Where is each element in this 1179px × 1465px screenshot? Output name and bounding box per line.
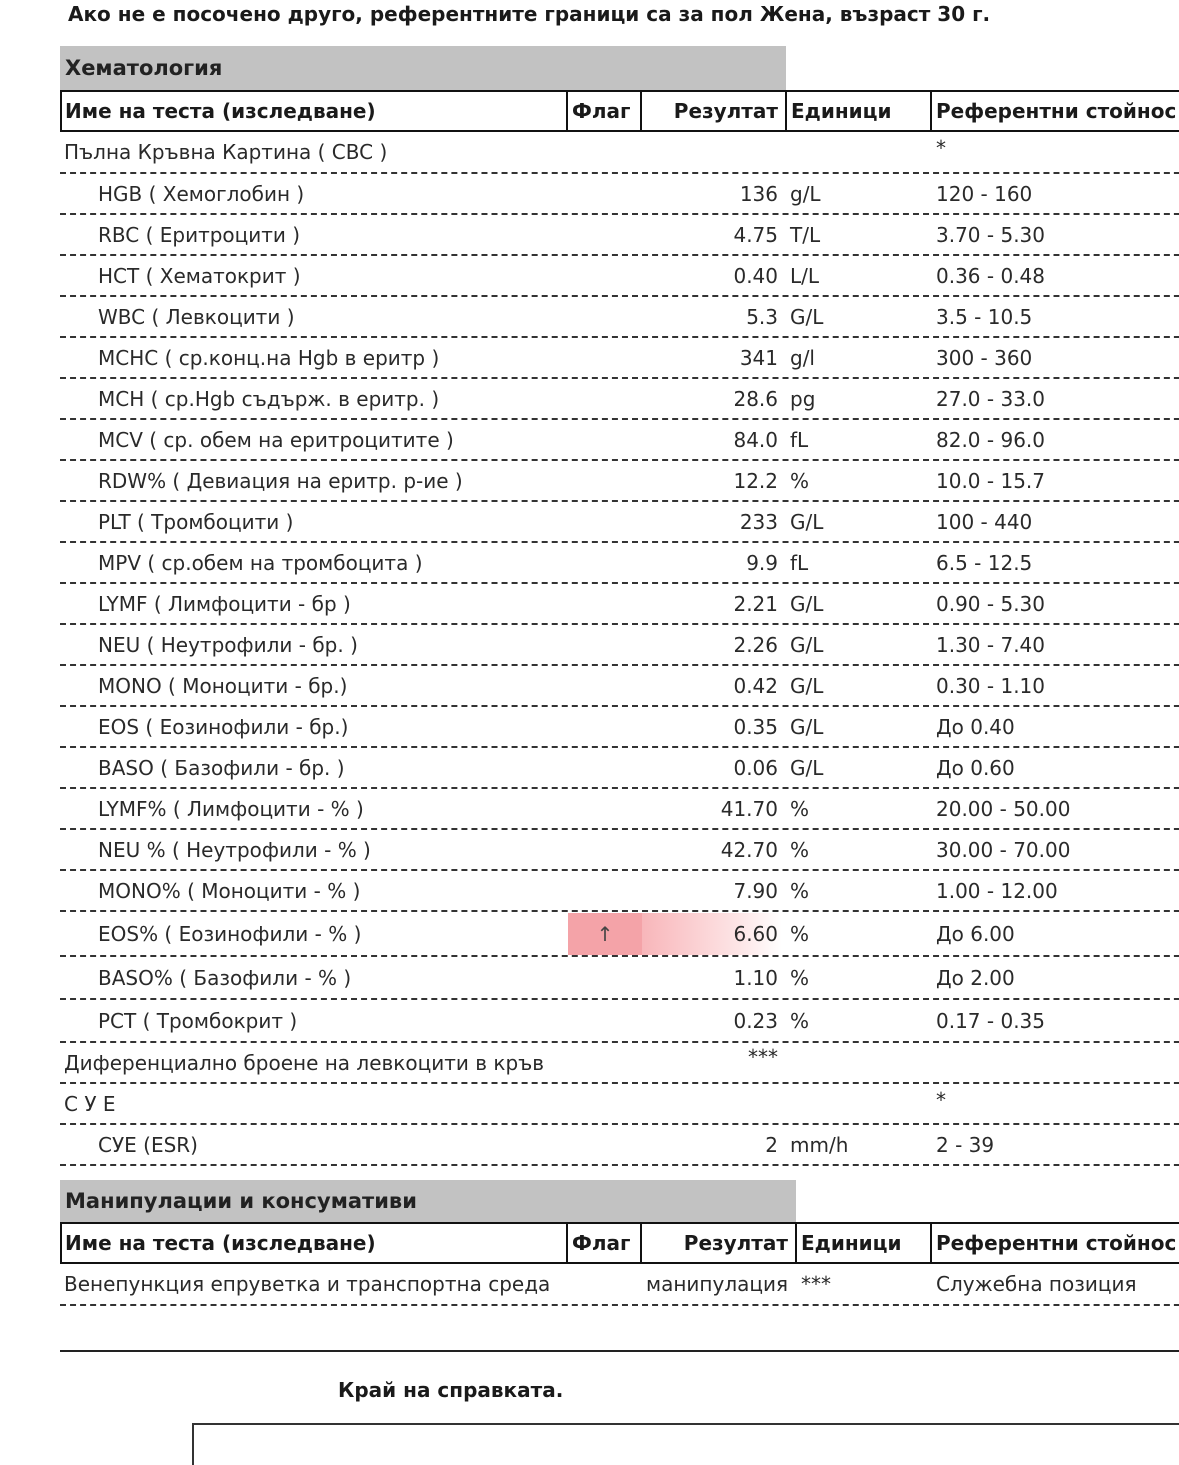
section-title-manipulations (60, 1180, 796, 1222)
reference-cell: 0.17 - 0.35 (936, 1008, 1045, 1033)
reference-cell: 30.00 - 70.00 (936, 837, 1071, 862)
col-header-name: Име на теста (изследване) (65, 1231, 376, 1255)
table-row (60, 297, 1179, 338)
test-name: NEU ( Неутрофили - бр. ) (98, 632, 358, 657)
result-cell: 42.70 (720, 837, 778, 862)
units-cell: g/l (790, 345, 815, 370)
table-row (60, 461, 1179, 502)
table-row (60, 420, 1179, 461)
table-row (60, 174, 1179, 215)
reference-cell: 82.0 - 96.0 (936, 427, 1045, 452)
signature-box (192, 1423, 1179, 1465)
result-cell: 0.35 (733, 714, 778, 739)
test-name: HCT ( Хематокрит ) (98, 263, 301, 288)
test-name: WBC ( Левкоцити ) (98, 304, 295, 329)
table-row (60, 1264, 1179, 1306)
table-row (60, 830, 1179, 871)
result-cell: 0.06 (733, 755, 778, 780)
units-cell: fL (790, 550, 809, 575)
test-name: RDW% ( Девиация на еритр. р-ие ) (98, 468, 463, 493)
reference-cell: 6.5 - 12.5 (936, 550, 1033, 575)
end-of-report: Край на справката. (338, 1378, 564, 1402)
test-name: NEU % ( Неутрофили - % ) (98, 837, 371, 862)
result-cell (580, 132, 778, 172)
result-cell: 9.9 (746, 550, 778, 575)
units-cell: % (790, 921, 810, 946)
reference-cell: 2 - 39 (936, 1132, 995, 1157)
reference-cell: * (936, 136, 946, 160)
units-cell: % (790, 878, 810, 903)
test-name: RBC ( Еритроцити ) (98, 222, 301, 247)
table-row (60, 625, 1179, 666)
result-cell: 84.0 (733, 427, 778, 452)
table-header-manipulations (60, 1222, 1179, 1264)
table-row (60, 502, 1179, 543)
reference-cell: Служебна позиция (936, 1272, 1137, 1296)
col-header-flag: Флаг (572, 1231, 631, 1255)
test-name: MCHC ( ср.конц.на Hgb в еритр ) (98, 345, 440, 370)
table-row (60, 215, 1179, 256)
result-cell: 341 (739, 345, 778, 370)
col-header-units: Единици (791, 99, 892, 123)
units-cell: mm/h (790, 1132, 849, 1157)
test-name: MONO% ( Моноцити - % ) (98, 878, 361, 903)
reference-cell: 0.30 - 1.10 (936, 673, 1045, 698)
test-name: СУЕ (ESR) (98, 1132, 198, 1157)
reference-cell: 120 - 160 (936, 181, 1033, 206)
result-cell: *** (748, 1045, 778, 1069)
reference-cell: 10.0 - 15.7 (936, 468, 1045, 493)
reference-cell: До 0.40 (936, 714, 1015, 739)
reference-cell: 300 - 360 (936, 345, 1033, 370)
result-cell: 7.90 (733, 878, 778, 903)
reference-cell: 3.5 - 10.5 (936, 304, 1033, 329)
units-cell: G/L (790, 673, 824, 698)
table-row (60, 379, 1179, 420)
units-cell: G/L (790, 755, 824, 780)
table-header-hematology (60, 90, 1179, 132)
table-row (60, 1043, 1179, 1084)
table-row (60, 1000, 1179, 1043)
units-cell: L/L (790, 263, 820, 288)
result-cell: 12.2 (733, 468, 778, 493)
col-header-result: Резултат (683, 1231, 788, 1255)
table-row (60, 912, 1179, 957)
units-cell: G/L (790, 304, 824, 329)
table-row (60, 1084, 1179, 1125)
table-row (60, 543, 1179, 584)
result-cell: 5.3 (746, 304, 778, 329)
table-row (60, 871, 1179, 912)
result-cell: 2 (765, 1132, 778, 1157)
table-row (60, 789, 1179, 830)
footer-divider (60, 1350, 1179, 1352)
col-header-reference: Референтни стойнос (936, 1231, 1177, 1255)
reference-cell: До 2.00 (936, 965, 1015, 990)
units-cell: % (790, 965, 810, 990)
test-name: MCV ( ср. обем на еритроцитите ) (98, 427, 454, 452)
col-header-flag: Флаг (572, 99, 631, 123)
reference-cell: 20.00 - 50.00 (936, 796, 1071, 821)
test-name: MONO ( Моноцити - бр.) (98, 673, 348, 698)
test-name: PLT ( Тромбоцити ) (98, 509, 294, 534)
reference-cell: 3.70 - 5.30 (936, 222, 1045, 247)
reference-cell: 0.36 - 0.48 (936, 263, 1045, 288)
col-header-name: Име на теста (изследване) (65, 99, 376, 123)
reference-cell: 1.00 - 12.00 (936, 878, 1058, 903)
test-name: EOS% ( Еозинофили - % ) (98, 921, 362, 946)
units-cell: G/L (790, 509, 824, 534)
units-cell: % (790, 1008, 810, 1033)
table-row (60, 584, 1179, 625)
units-cell: G/L (790, 714, 824, 739)
units-cell: fL (790, 427, 809, 452)
test-name: Венепункция епруветка и транспортна среда (64, 1272, 551, 1296)
reference-cell: 1.30 - 7.40 (936, 632, 1045, 657)
result-cell: 136 (739, 181, 778, 206)
test-name: EOS ( Еозинофили - бр.) (98, 714, 349, 739)
result-cell: 1.10 (733, 965, 778, 990)
result-cell: 41.70 (720, 796, 778, 821)
units-cell: % (790, 796, 810, 821)
test-name: Диференциално броене на левкоцити в кръв (64, 1050, 545, 1075)
test-name: MCH ( ср.Hgb съдърж. в еритр. ) (98, 386, 440, 411)
section-title-hematology (60, 46, 786, 90)
units-cell: *** (801, 1272, 831, 1296)
units-cell: T/L (790, 222, 821, 247)
units-cell: % (790, 837, 810, 862)
units-cell: g/L (790, 181, 821, 206)
units-cell: % (790, 468, 810, 493)
result-cell: 0.40 (733, 263, 778, 288)
test-name: PCT ( Тромбокрит ) (98, 1008, 298, 1033)
result-cell: 28.6 (733, 386, 778, 411)
table-row (60, 1125, 1179, 1166)
result-cell: 233 (739, 509, 778, 534)
table-row (60, 256, 1179, 297)
result-cell: манипулация (645, 1272, 788, 1296)
reference-cell: 100 - 440 (936, 509, 1033, 534)
test-name: BASO% ( Базофили - % ) (98, 965, 352, 990)
test-name: Пълна Кръвна Картина ( CBC ) (64, 140, 388, 164)
col-header-reference: Референтни стойнос (936, 99, 1177, 123)
reference-cell: До 0.60 (936, 755, 1015, 780)
test-name: LYMF ( Лимфоцити - бр ) (98, 591, 351, 616)
col-header-units: Единици (801, 1231, 902, 1255)
test-name: BASO ( Базофили - бр. ) (98, 755, 345, 780)
section-title-text: Хематология (65, 56, 223, 80)
reference-note: Ако не е посочено друго, референтните граници са за пол Жена, възраст 30 г. (68, 2, 991, 26)
units-cell: G/L (790, 632, 824, 657)
table-row (60, 748, 1179, 789)
section-title-text: Манипулации и консумативи (65, 1189, 417, 1213)
result-cell: 0.42 (733, 673, 778, 698)
reference-cell: До 6.00 (936, 921, 1015, 946)
result-cell: 4.75 (733, 222, 778, 247)
test-name: HGB ( Хемоглобин ) (98, 181, 305, 206)
table-row (60, 338, 1179, 379)
result-cell: 0.23 (733, 1008, 778, 1033)
reference-cell: 0.90 - 5.30 (936, 591, 1045, 616)
col-header-result: Резултат (673, 99, 778, 123)
test-name: С У Е (64, 1091, 116, 1116)
result-cell: 6.60 (733, 921, 778, 946)
test-name: MPV ( ср.обем на тромбоцита ) (98, 550, 423, 575)
reference-cell: 27.0 - 33.0 (936, 386, 1045, 411)
table-row (60, 666, 1179, 707)
flag-cell: ↑ (596, 921, 614, 946)
units-cell: G/L (790, 591, 824, 616)
result-cell: 2.26 (733, 632, 778, 657)
result-cell (580, 1084, 778, 1123)
reference-cell: * (936, 1088, 946, 1112)
result-cell: 2.21 (733, 591, 778, 616)
table-row (60, 957, 1179, 1000)
table-row (60, 132, 1179, 174)
units-cell: pg (790, 386, 816, 411)
test-name: LYMF% ( Лимфоцити - % ) (98, 796, 364, 821)
table-row (60, 707, 1179, 748)
